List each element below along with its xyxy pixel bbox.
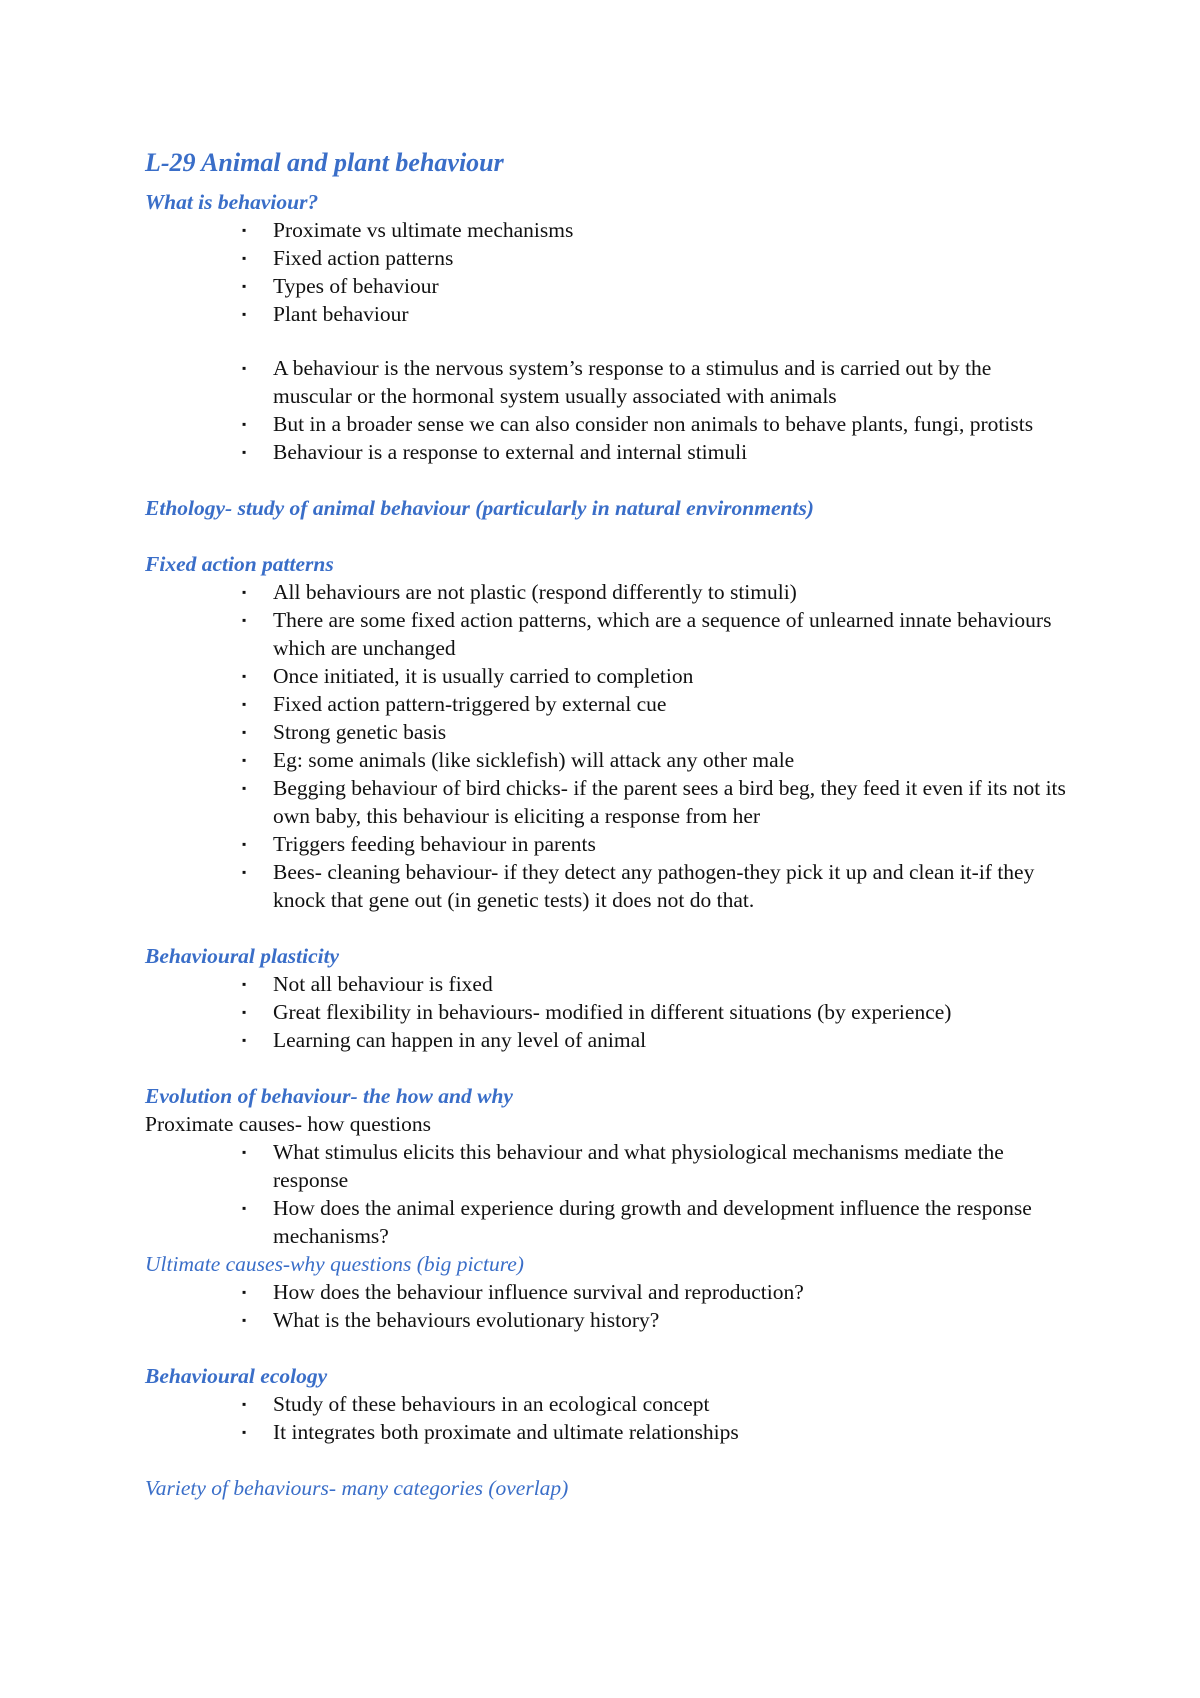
heading-behavioural-plasticity: Behavioural plasticity xyxy=(145,944,340,968)
bullet-icon: ▪ xyxy=(242,1425,247,1439)
list-item: ▪ What is the behaviours evolutionary history? xyxy=(242,1308,660,1332)
list-proximate xyxy=(145,1138,1075,1250)
list-item: ▪ How does the animal experience during growth and development influence the response mechanisms? xyxy=(242,1196,1032,1248)
list-item: ▪ Behaviour is a response to external and internal stimuli xyxy=(242,440,748,464)
list-item: ▪ Triggers feeding behaviour in parents xyxy=(242,832,596,856)
list-item: ▪ Strong genetic basis xyxy=(242,720,447,744)
bullet-icon: ▪ xyxy=(242,417,247,431)
list-item: ▪ Great flexibility in behaviours- modified in different situations (by experience) xyxy=(242,1000,952,1024)
bullet-icon: ▪ xyxy=(242,613,247,627)
list-item: ▪ Plant behaviour xyxy=(242,302,409,326)
bullet-icon: ▪ xyxy=(242,223,247,237)
list-item: ▪ Learning can happen in any level of animal xyxy=(242,1028,647,1052)
bullet-icon: ▪ xyxy=(242,1313,247,1327)
bullet-icon: ▪ xyxy=(242,307,247,321)
bullet-icon: ▪ xyxy=(242,697,247,711)
heading-what-is-behaviour: What is behaviour? xyxy=(145,190,319,214)
document-page xyxy=(145,146,1075,1502)
list-item: ▪ Proximate vs ultimate mechanisms xyxy=(242,218,574,242)
heading-behavioural-ecology: Behavioural ecology xyxy=(145,1364,328,1388)
list-item: ▪ Study of these behaviours in an ecological concept xyxy=(242,1392,710,1416)
list-item: ▪ All behaviours are not plastic (respond differently to stimuli) xyxy=(242,580,797,604)
bullet-icon: ▪ xyxy=(242,445,247,459)
list-item: ▪ Types of behaviour xyxy=(242,274,439,298)
list-item: ▪ It integrates both proximate and ultimate relationships xyxy=(242,1420,739,1444)
list-item: ▪ Begging behaviour of bird chicks- if the parent sees a bird beg, they feed it even if its not its own baby, this behaviour is eliciting a response from her xyxy=(242,776,1066,828)
bullet-icon: ▪ xyxy=(242,1005,247,1019)
bullet-icon: ▪ xyxy=(242,837,247,851)
heading-variety-of-behaviours: Variety of behaviours- many categories (overlap) xyxy=(145,1476,569,1500)
bullet-icon: ▪ xyxy=(242,1033,247,1047)
list-item: ▪ Fixed action pattern-triggered by external cue xyxy=(242,692,667,716)
bullet-icon: ▪ xyxy=(242,361,247,375)
list-item: ▪ Once initiated, it is usually carried to completion xyxy=(242,664,694,688)
bullet-icon: ▪ xyxy=(242,279,247,293)
list-what-is-details xyxy=(145,354,1075,466)
list-item: ▪ Eg: some animals (like sicklefish) will attack any other male xyxy=(242,748,795,772)
bullet-icon: ▪ xyxy=(242,1397,247,1411)
list-fixed-action xyxy=(145,578,1075,914)
bullet-icon: ▪ xyxy=(242,977,247,991)
list-item: ▪ There are some fixed action patterns, which are a sequence of unlearned innate behaviours which are unchanged xyxy=(242,608,1052,660)
ultimate-causes-label: Ultimate causes-why questions (big picture) xyxy=(145,1252,524,1276)
list-item: ▪ But in a broader sense we can also consider non animals to behave plants, fungi, protists xyxy=(242,412,1034,436)
list-ultimate xyxy=(145,1278,1075,1334)
bullet-icon: ▪ xyxy=(242,865,247,879)
heading-evolution-of-behaviour: Evolution of behaviour- the how and why xyxy=(145,1084,513,1108)
list-item: ▪ How does the behaviour influence survival and reproduction? xyxy=(242,1280,804,1304)
bullet-icon: ▪ xyxy=(242,585,247,599)
bullet-icon: ▪ xyxy=(242,1285,247,1299)
list-what-is-topics xyxy=(145,216,1075,328)
document-title: L-29 Animal and plant behaviour xyxy=(145,148,504,177)
bullet-icon: ▪ xyxy=(242,251,247,265)
proximate-causes-label: Proximate causes- how questions xyxy=(145,1112,432,1136)
list-item: ▪ Not all behaviour is fixed xyxy=(242,972,493,996)
bullet-icon: ▪ xyxy=(242,1145,247,1159)
list-item: ▪ A behaviour is the nervous system’s response to a stimulus and is carried out by the muscular or the hormonal system usually associated with animals xyxy=(242,356,992,408)
bullet-icon: ▪ xyxy=(242,781,247,795)
bullet-icon: ▪ xyxy=(242,753,247,767)
heading-fixed-action-patterns: Fixed action patterns xyxy=(145,552,334,576)
heading-ethology: Ethology- study of animal behaviour (particularly in natural environments) xyxy=(145,496,814,520)
bullet-icon: ▪ xyxy=(242,669,247,683)
list-item: ▪ Bees- cleaning behaviour- if they detect any pathogen-they pick it up and clean it-if they knock that gene out (in genetic tests) it does not do that. xyxy=(242,860,1035,912)
list-item: ▪ Fixed action patterns xyxy=(242,246,454,270)
bullet-icon: ▪ xyxy=(242,1201,247,1215)
list-plasticity xyxy=(145,970,1075,1054)
list-item: ▪ What stimulus elicits this behaviour and what physiological mechanisms mediate the response xyxy=(242,1140,1004,1192)
bullet-icon: ▪ xyxy=(242,725,247,739)
list-ecology xyxy=(145,1390,1075,1446)
